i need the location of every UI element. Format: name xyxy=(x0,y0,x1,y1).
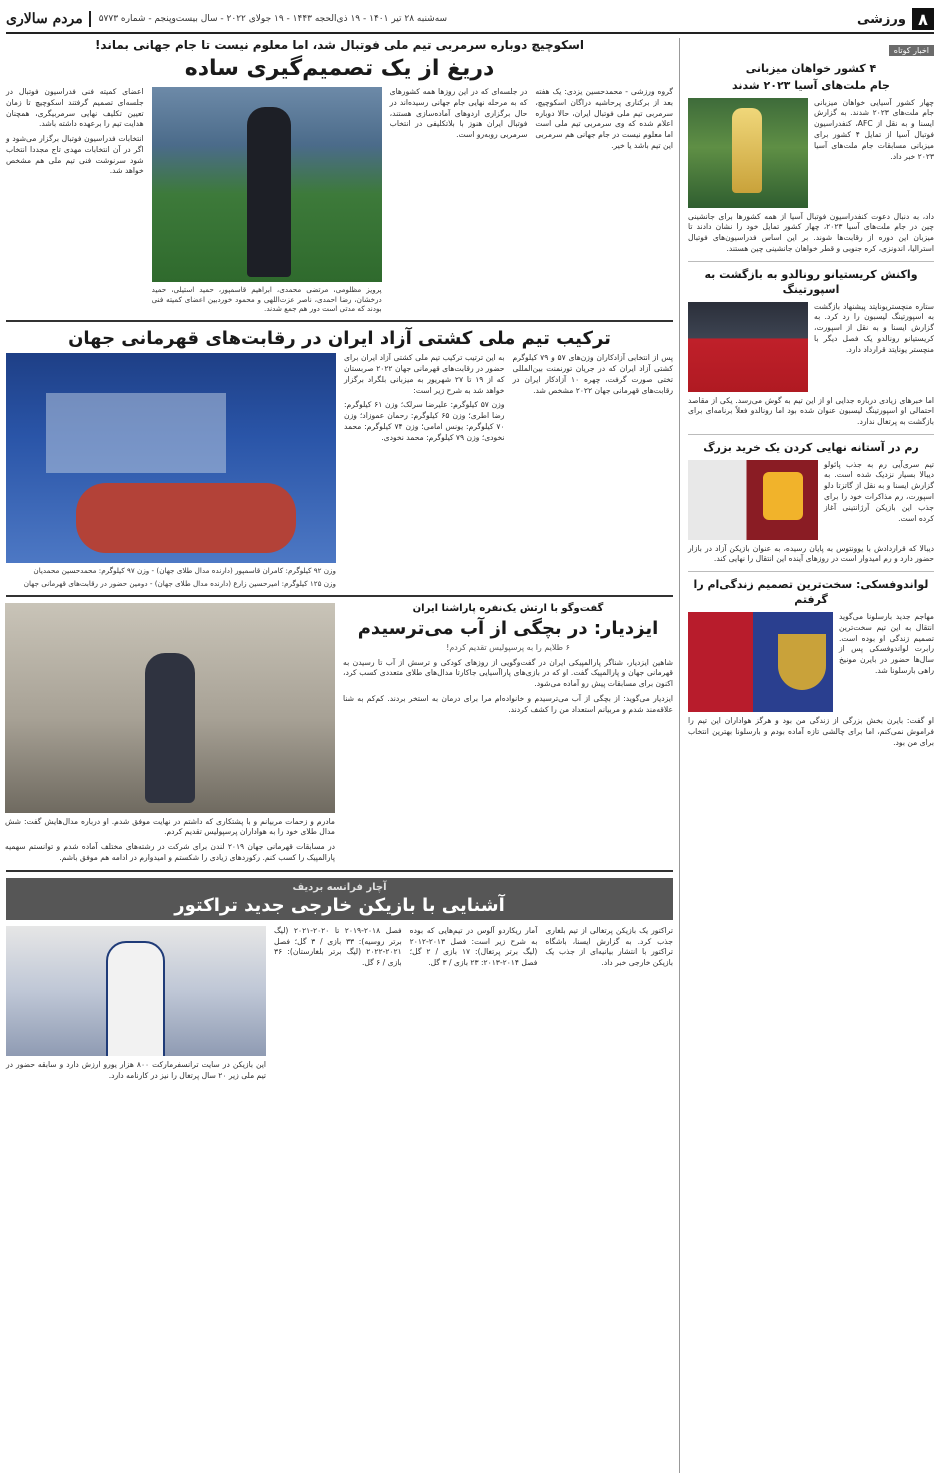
tractor-headline: آشنایی با بازیکن خارجی جدید تراکتور xyxy=(174,894,505,916)
wrestling-photo-block xyxy=(6,353,336,588)
header-masthead xyxy=(6,11,447,27)
asian-cup-title-1: ۴ کشور خواهان میزبانی xyxy=(745,62,877,75)
tractor-col-1: تراکتور یک بازیکن پرتغالی از تیم بلغاری جذب کرد. به گزارش ایسنا، باشگاه تراکتور با انتشار بیانیه‌ای از جذب یک بازیکن خارجی خبر داد. xyxy=(545,925,673,968)
wrestling-col-1: به این ترتیب ترکیب تیم ملی کشتی آزاد ایران برای حضور در رقابت‌های قهرمانی جهان ۲۰۲۲ صربستان که از ۱۹ تا ۲۷ شهریور به میزبانی بلگراد برگزار خواهد شد به شرح زیر است: xyxy=(344,353,505,395)
skocic-col-3: اعضای کمیته فنی فدراسیون فوتبال در جلسه‌ای تصمیم گرفتند اسکوچیچ تا زمان تعیین تکلیف نهایی سرمربیگری، همچنان هدایت تیم را برعهده داشته باشد. xyxy=(6,87,144,129)
ronaldo-row xyxy=(688,302,934,392)
page-number: ۸ xyxy=(912,8,934,30)
lewandowski-body-2: او گفت: بایرن بخش بزرگی از زندگی من بود و هرگز هواداران این تیم را فراموش نمی‌کنم، اما برای چالشی تازه آماده بودم و بارسلونا بهترین انتخاب برای من بود. xyxy=(688,715,934,747)
story-ronaldo xyxy=(688,268,934,435)
main-content xyxy=(6,38,673,1473)
story-wrestling xyxy=(6,328,673,596)
skocic-caption: پرویز مظلومی، مرتضی محمدی، ابراهیم قاسمپور، حمید استیلی، حمید درخشان، رضا احمدی، ناصر عزت‌اللهی و محمود خوردبین اعضای کمیته فنی بودند که مدتی است دور هم جمع شدند. xyxy=(151,285,382,314)
tractor-kicker: آچار فرانسه بردیف xyxy=(292,881,387,893)
skocic-photo xyxy=(152,87,382,282)
skocic-col-2: در جلسه‌ای که در این روزها همه کشورهای که به مرحله نهایی جام جهانی رسیده‌اند در حال برگزاری اردوهای آماده‌سازی هستند، فوتبال ایران هنوز با بلاتکلیفی در انتخاب سرمربی روبه‌رو است. xyxy=(389,87,528,140)
skocic-headline: دریغ از یک تصمیم‌گیری ساده xyxy=(184,56,495,81)
wrestling-caption-2: وزن ۱۲۵ کیلوگرم: امیرحسین زارع (دارنده مدال طلای جهان) - دومین حضور در رقابت‌های قهرمانی جهان xyxy=(23,578,336,588)
story-roma xyxy=(688,441,934,572)
roma-body-2: دیبالا که قراردادش با یوونتوس به پایان رسیده، به عنوان بازیکن آزاد در بازار حضور دارد و رم امیدوار است در روزهای آینده این انتقال را نهایی کند. xyxy=(688,543,934,564)
wrestling-col-3: پس از انتخابی آزادکاران وزن‌های ۵۷ و ۷۹ کیلوگرم کشتی آزاد ایران که در جریان تورنمنت بین‌المللی تختی صورت گرفت، چهره ۱۰ آزادکار ایران در رقابت‌های قهرمانی جهان ۲۰۲۲ مشخص شد. xyxy=(512,353,674,395)
izadyar-top xyxy=(6,603,673,864)
roma-title: رم در آستانه نهایی کردن یک خرید بزرگ xyxy=(703,440,919,454)
wrestling-col-2: وزن ۵۷ کیلوگرم: علیرضا سرلک؛ وزن ۶۱ کیلوگرم: رضا اطری؛ وزن ۶۵ کیلوگرم: رحمان عموزاد؛ وزن ۷۰ کیلوگرم: یونس امامی؛ وزن ۷۴ کیلوگرم: محمد نخودی؛ وزن ۷۹ کیلوگرم: محمد نخودی. xyxy=(344,400,505,442)
roma-body-1: تیم سری‌آیی رم به جذب پائولو دیبالا بسیار نزدیک شده است. به گزارش ایسنا و به نقل از گاتزتا دلو اسپورت، رم مذاکرات خود را برای جذب این بازیکن آرژانتینی آغاز کرده است. xyxy=(824,459,934,523)
wrestling-caption-1: وزن ۹۲ کیلوگرم: کامران قاسمپور (دارنده مدال طلای جهان) - وزن ۹۷ کیلوگرم: محمدحسین محمدیان xyxy=(33,566,336,576)
lewandowski-photo xyxy=(688,612,833,712)
skocic-photo-block xyxy=(152,87,382,314)
asian-cup-title-2: جام ملت‌های آسیا ۲۰۲۳ شدند xyxy=(732,78,890,92)
wrestling-col-group xyxy=(344,353,505,588)
tractor-col-2: آمار ریکاردو آلوس در تیم‌هایی که بوده به شرح زیر است: فصل ۲۰۱۳-۲۰۱۲ (لیگ برتر پرتغال): ۱۷ بازی / ۲ گل؛ فصل ۲۰۱۴-۲۰۱۳: ۲۳ بازی / ۳ گل. xyxy=(409,925,538,968)
ronaldo-photo xyxy=(688,302,808,392)
skocic-col-4: انتخابات فدراسیون فوتبال برگزار می‌شود و اگر در آن انتخابات مهدی تاج مجددا انتخاب شود سرنوشت فنی تیم ملی هم مشخص خواهد شد. xyxy=(6,134,144,176)
wrestling-photo xyxy=(6,353,336,563)
skocic-col-1: گروه ورزشی - محمدحسین یزدی: یک هفته بعد از برکناری پرحاشیه دراگان اسکوچیچ، سرمربی تیم ملی فوتبال ایران، حالا دوباره اعلام شده که وی سرمربی تیم ملی است اما معلوم نیست در جام جهانی هم سرمربی این تیم باشد یا خیر. xyxy=(535,87,673,150)
izadyar-col-2: ایزدیار می‌گوید: از بچگی از آب می‌ترسیدم و خانواده‌ام مرا برای درمان به استخر بردند. کم‌کم به شنا علاقه‌مند شدم و مربیانم استعداد من را کشف کردند. xyxy=(343,693,673,714)
skocic-col-group xyxy=(6,87,144,314)
lewandowski-title: لواندوفسکی: سخت‌ترین تصمیم زندگی‌ام را گرفتم xyxy=(693,578,929,607)
izadyar-photo xyxy=(5,603,335,813)
wrestling-columns xyxy=(6,353,673,588)
story-tractor xyxy=(6,878,673,1082)
lewandowski-body-1: مهاجم جدید بارسلونا می‌گوید انتقال به این تیم سخت‌ترین تصمیم زندگی او بوده است. رابرت لواندوفسکی پس از سال‌ها حضور در بایرن مونیخ راهی بارسلونا شد. xyxy=(839,611,934,675)
izadyar-photo-block xyxy=(5,603,335,864)
story-skocic xyxy=(6,38,673,322)
asian-cup-body-1: چهار کشور آسیایی خواهان میزبانی جام ملت‌های ۲۰۲۳ شدند. به گزارش ایسنا و به نقل از AFC، کنفدراسیون فوتبال آسیا از تمایل ۴ کشور برای میزبانی مسابقات جام ملت‌های آسیا ۲۰۲۳ خبر داد. xyxy=(814,97,935,161)
story-asian-cup xyxy=(688,62,934,262)
header-section xyxy=(857,8,934,30)
date-line: سه‌شنبه ۲۸ تیر ۱۴۰۱ - ۱۹ ذی‌الحجه ۱۴۴۳ - ۱۹ جولای ۲۰۲۲ - سال بیست‌وپنجم - شماره ۵۷۷۳ xyxy=(98,14,448,24)
dybala-photo xyxy=(688,460,818,540)
story-izadyar xyxy=(6,603,673,872)
section-name: ورزشی xyxy=(857,11,906,27)
roma-row xyxy=(688,460,934,540)
tractor-photo-block xyxy=(6,926,266,1082)
short-news-sidebar xyxy=(679,38,934,1473)
trophy-photo xyxy=(688,98,808,208)
izadyar-col-1: شاهین ایزدیار، شناگر پارالمپیکی ایران در گفت‌وگویی از روزهای کودکی و ترسش از آب تا رسیدن به قهرمانی جهان و پارالمپیک گفت. او که در بازی‌های پاراآسیایی جاکارتا مدال‌های طلای متعددی کسب کرد، اکنون برای مسابقات پیش رو آماده می‌شود. xyxy=(343,657,673,689)
skocic-columns xyxy=(6,87,673,314)
izadyar-col-3: مادرم و زحمات مربیانم و با پشتکاری که داشتم در نهایت موفق شدم. او درباره مدال‌هایش گفت: شش مدال طلای خود را به هواداران پرسپولیس تقدیم کردم. xyxy=(5,816,335,837)
skocic-kicker: اسکوچیچ دوباره سرمربی تیم ملی فوتبال شد، اما معلوم نیست تا جام جهانی بماند! xyxy=(94,38,585,52)
izadyar-heading-block xyxy=(343,603,673,864)
tractor-col-4: این بازیکن در سایت ترانسفرمارکت ۸۰۰ هزار یورو ارزش دارد و سابقه حضور در تیم ملی زیر ۲۰ سال پرتغال را نیز در کارنامه دارد. xyxy=(6,1059,267,1080)
asian-cup-row xyxy=(688,98,934,208)
page-header xyxy=(6,6,934,34)
tractor-columns xyxy=(6,926,673,1082)
short-news-tag: اخبار کوتاه xyxy=(889,45,934,56)
tractor-heading-band xyxy=(6,878,673,920)
lewandowski-row xyxy=(688,612,934,712)
tractor-col-3: فصل ۲۰۱۸-۲۰۱۹ تا ۲۰۲۰-۲۰۲۱ (لیگ برتر روسیه): ۳۳ بازی / ۳ گل؛ فصل ۲۰۲۱-۲۰۲۲ (لیگ برتر بلغارستان): ۳۶ بازی / ۶ گل. xyxy=(274,925,402,968)
izadyar-subhead: ۶ طلایم را به پرسپولیس تقدیم کردم! xyxy=(446,642,570,652)
izadyar-kicker: گفت‌وگو با ارتش یک‌نفره پاراشنا ایران xyxy=(412,602,604,614)
ronaldo-title: واکنش کریستیانو رونالدو به بازگشت به اسپورتینگ xyxy=(704,267,918,296)
ronaldo-body-1: ستاره منچستریونایتد پیشنهاد بازگشت به اسپورتینگ لیسبون را رد کرد. به گزارش ایسنا و به نقل از اسپورت، کریستیانو رونالدو یک فصل دیگر با منچستر یونایتد قرارداد دارد. xyxy=(814,301,934,354)
wrestling-headline: ترکیب تیم ملی کشتی آزاد ایران در رقابت‌های قهرمانی جهان xyxy=(68,328,611,350)
newspaper-brand: مردم سالاری xyxy=(6,11,91,27)
ronaldo-body-2: اما خبرهای زیادی درباره جدایی او از این تیم به گوش می‌رسد. یکی از مقاصد احتمالی او اسپورتینگ لیسبون عنوان شده بود اما رونالدو فعلاً برنامه‌ای برای بازگشت به پرتغال ندارد. xyxy=(688,395,934,427)
asian-cup-body-2: داد، به دنبال دعوت کنفدراسیون فوتبال آسیا از همه کشورها برای جانشینی چین در جام ملت‌های آسیا ۲۰۲۳، چهار کشور تمایل خود را نشان دادند تا میزبان این دوره از رقابت‌ها شوند. بر این اساس فدراسیون‌های فوتبال استرالیا، اندونزی، کره جنوبی و قطر خواهان جانشینی چین هستند. xyxy=(688,211,934,254)
izadyar-headline: ایزدیار: در بچگی از آب می‌ترسیدم xyxy=(357,617,659,639)
tractor-player-photo xyxy=(6,926,266,1056)
izadyar-col-4: در مسابقات قهرمانی جهان ۲۰۱۹ لندن برای شرکت در رشته‌های مختلف آماده شدم و توانستم سهمیه پارالمپیک را کسب کنم. رکوردهای زیادی را شکستم و امیدوارم در ادامه هم موفق باشم. xyxy=(5,842,335,862)
story-lewandowski xyxy=(688,578,934,754)
